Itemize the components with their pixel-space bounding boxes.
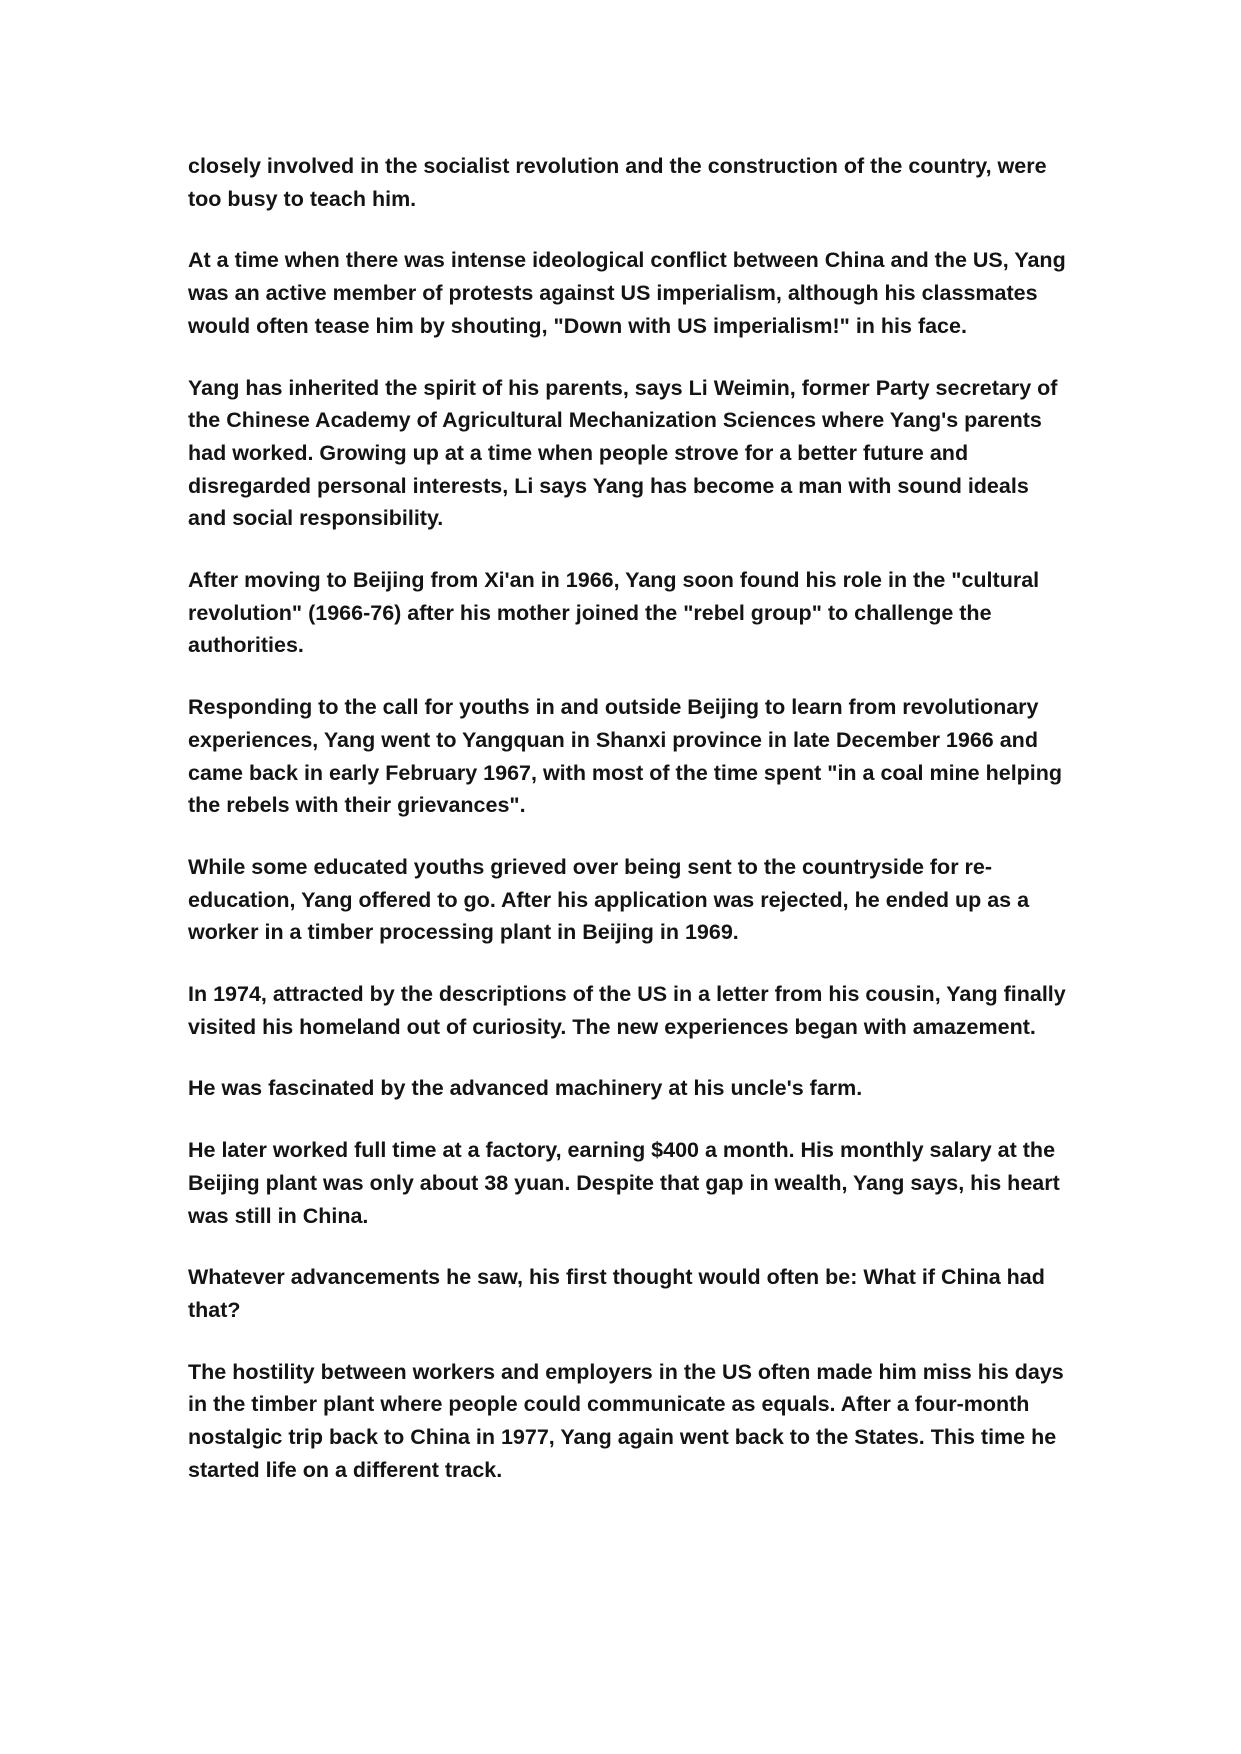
article-body (188, 150, 1068, 1516)
paragraph-9: He later worked full time at a factory, earning $400 a month. His monthly salary at the Beijing plant was only about 38 yuan. Despite that gap in wealth, Yang says, his heart was still in China. (188, 1138, 1060, 1228)
paragraph-7: In 1974, attracted by the descriptions of the US in a letter from his cousin, Yang finally visited his homeland out of curiosity. The new experiences began with amazement. (188, 982, 1066, 1039)
paragraph-4: After moving to Beijing from Xi'an in 1966, Yang soon found his role in the "cultural revolution" (1966-76) after his mother joined the "rebel group" to challenge the authorities. (188, 568, 1040, 658)
paragraph-11: The hostility between workers and employers in the US often made him miss his days in the timber plant where people could communicate as equals. After a four-month nostalgic trip back to China in 1977, Yang again went back to the States. This time he started life on a different track. (188, 1359, 1064, 1482)
paragraph-1: closely involved in the socialist revolution and the construction of the country, were too busy to teach him. (188, 154, 1047, 211)
paragraph-10: Whatever advancements he saw, his first thought would often be: What if China had that? (188, 1265, 1045, 1322)
paragraph-3: Yang has inherited the spirit of his parents, says Li Weimin, former Party secretary of the Chinese Academy of Agricultural Mechanization Sciences where Yang's parents had worked. Growing up at a time when people strove for a better future and disregarded personal interests, Li says Yang has become a man with sound ideals and social responsibility. (188, 375, 1058, 531)
paragraph-6: While some educated youths grieved over being sent to the countryside for re-education, Yang offered to go. After his application was rejected, he ended up as a worker in a timber processing plant in Beijing in 1969. (188, 854, 1030, 945)
paragraph-2: At a time when there was intense ideological conflict between China and the US, Yang was an active member of protests against US imperialism, although his classmates would often tease him by shouting, "Down with US imperialism!" in his face. (188, 248, 1066, 338)
paragraph-8: He was fascinated by the advanced machinery at his uncle's farm. (188, 1076, 863, 1101)
paragraph-5: Responding to the call for youths in and outside Beijing to learn from revolutionary experiences, Yang went to Yangquan in Shanxi province in late December 1966 and came back in early February 1967, with most of the time spent "in a coal mine helping the rebels with their grievances". (188, 695, 1063, 818)
